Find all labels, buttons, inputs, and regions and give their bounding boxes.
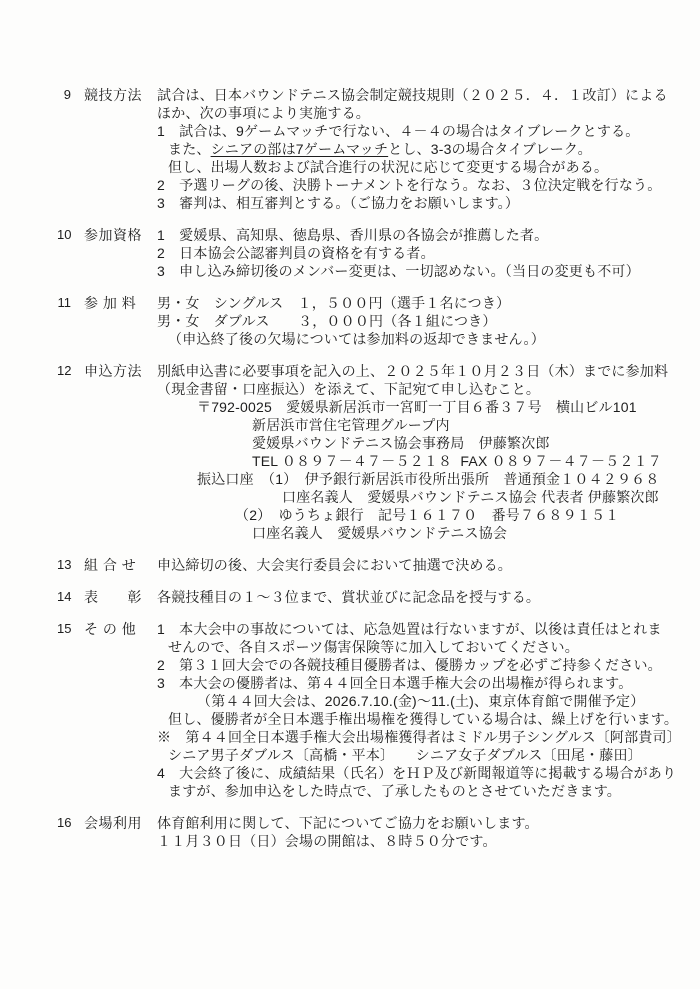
text-run: また、	[168, 141, 211, 157]
section-11	[57, 294, 672, 348]
text-line	[168, 638, 672, 656]
section-title: そ の 他	[84, 621, 137, 637]
text-line	[157, 764, 677, 782]
text-line	[157, 312, 672, 330]
section-number: 10	[57, 227, 72, 242]
text-run: 各競技種目の１～３位まで、賞状並びに記念品を授与する。	[157, 589, 541, 605]
text-run: 3 本大会の優勝者は、第４４回全日本選手権大会の出場権が得られます。	[157, 675, 633, 691]
text-line	[235, 506, 672, 524]
section-15	[57, 620, 681, 800]
section-label	[57, 294, 157, 312]
text-line	[168, 140, 672, 158]
text-run: 4 大会終了後に、成績結果（氏名）をＨＰ及び新聞報道等に掲載する場合があり	[157, 765, 677, 781]
text-run: （第４４回大会は、2026.7.10.(金)～11.(土)、東京体育館で開催予定）	[197, 693, 645, 709]
text-line	[157, 244, 672, 262]
section-body	[157, 362, 672, 542]
section-title: 申込方法	[84, 363, 142, 379]
section-title: 表 彰	[84, 589, 142, 605]
text-run: 1 愛媛県、高知県、徳島県、香川県の各協会が推薦した者。	[157, 227, 549, 243]
section-number: 15	[57, 621, 72, 636]
section-body	[157, 86, 672, 212]
section-label	[57, 362, 157, 380]
text-line	[157, 104, 672, 122]
text-run: 2 第３１回大会での各競技種目優勝者は、優勝カップを必ずご持参ください。	[157, 657, 662, 673]
section-title: 会場利用	[84, 815, 142, 831]
text-line	[197, 398, 672, 416]
text-line	[168, 746, 672, 764]
text-run: TEL ０８９７－４７－５２１８ FAX ０８９７－４７－５２１７	[252, 453, 662, 469]
text-line	[157, 86, 672, 104]
text-line	[157, 380, 672, 398]
text-run: 1 試合は、9ゲームマッチで行ない、４－４の場合はタイブレークとする。	[157, 123, 640, 139]
text-run: （現金書留・口座振込）を添えて、下記宛て申し込むこと。	[157, 381, 541, 397]
text-run: 愛媛県バウンドテニス協会事務局 伊藤繁次郎	[252, 435, 550, 451]
text-run: 1 本大会中の事故については、応急処置は行ないますが、以後は責任はとれま	[157, 621, 662, 637]
section-12	[57, 362, 672, 542]
text-line	[157, 176, 672, 194]
text-run: 口座名義人 愛媛県バウンドテニス協会 代表者 伊藤繁次郎	[282, 489, 659, 505]
text-run: 〒792-0025 愛媛県新居浜市一宮町一丁目６番３７号 横山ビル101	[197, 399, 637, 415]
section-number: 14	[57, 589, 72, 604]
text-run: ほか、次の事項により実施する。	[157, 105, 370, 121]
text-run: ますが、参加申込をした時点で、了承したものとさせていただきます。	[168, 783, 621, 799]
text-line	[157, 122, 672, 140]
text-run: （2） ゆうちょ銀行 記号１６１７０ 番号７６８９１５１	[235, 507, 620, 523]
text-run: 2 日本協会公認審判員の資格を有する者。	[157, 245, 435, 261]
section-number: 13	[57, 557, 72, 572]
section-title: 競技方法	[84, 87, 142, 103]
text-run: せんので、各自スポーツ傷害保険等に加入しておいてください。	[168, 639, 579, 655]
text-run: １１月３０日（日）会場の開館は、８時５０分です。	[157, 833, 497, 849]
text-run: シニア男子ダブルス〔高橋・平本〕 シニア女子ダブルス〔田尾・藤田〕	[168, 747, 642, 763]
text-line	[168, 782, 672, 800]
underlined-text: シニアの部は7ゲームマッチ	[210, 141, 389, 157]
section-label	[57, 620, 157, 638]
section-label	[57, 226, 157, 244]
text-line	[157, 620, 672, 638]
text-run: 但し、優勝者が全日本選手権出場権を獲得している場合は、繰上げを行います。	[168, 711, 679, 727]
text-run: 振込口座 （1） 伊予銀行新居浜市役所出張所 普通預金１０４２９６８	[197, 471, 660, 487]
section-body	[157, 294, 672, 348]
section-16	[57, 814, 672, 850]
section-body	[157, 226, 672, 280]
text-line	[252, 524, 672, 542]
section-title: 組 合 せ	[84, 557, 137, 573]
section-label	[57, 86, 157, 104]
text-line	[157, 728, 681, 746]
text-run: 男・女 ダブルス ３，０００円（各１組につき）	[157, 313, 497, 329]
section-10	[57, 226, 672, 280]
text-line	[157, 656, 672, 674]
text-run: （申込終了後の欠場については参加料の返却できません。）	[168, 331, 545, 347]
text-line	[168, 330, 672, 348]
text-run: 体育館利用に関して、下記についてご協力をお願いします。	[157, 815, 539, 831]
text-run: 但し、出場人数および試合進行の状況に応じて変更する場合がある。	[168, 159, 609, 175]
text-run: 新居浜市営住宅管理グループ内	[252, 417, 450, 433]
text-run: 2 予選リーグの後、決勝トーナメントを行なう。なお、３位決定戦を行なう。	[157, 177, 662, 193]
text-line	[157, 588, 672, 606]
document-body	[57, 86, 681, 850]
section-number: 16	[57, 815, 72, 830]
section-13	[57, 556, 672, 574]
text-line	[157, 362, 672, 380]
text-line	[157, 832, 672, 850]
section-label	[57, 814, 157, 832]
text-line	[252, 416, 672, 434]
text-run: 口座名義人 愛媛県バウンドテニス協会	[252, 525, 508, 541]
text-run: 申込締切の後、大会実行委員会において抽選で決める。	[157, 557, 512, 573]
section-title: 参加資格	[84, 227, 142, 243]
section-9	[57, 86, 672, 212]
text-line	[157, 556, 672, 574]
text-run: ※ 第４４回全日本選手権大会出場権獲得者はミドル男子シングルス〔阿部貴司〕	[157, 729, 681, 745]
section-body	[157, 814, 672, 850]
section-title: 参 加 料	[84, 295, 137, 311]
text-run: 3 申し込み締切後のメンバー変更は、一切認めない。（当日の変更も不可）	[157, 263, 640, 279]
text-run: 男・女 シングルス １，５００円（選手１名につき）	[157, 295, 511, 311]
section-body	[157, 620, 681, 800]
text-line	[197, 470, 672, 488]
text-line	[252, 452, 672, 470]
section-label	[57, 588, 157, 606]
section-label	[57, 556, 157, 574]
text-line	[168, 158, 672, 176]
section-number: 12	[57, 363, 72, 378]
text-line	[157, 674, 672, 692]
text-line	[197, 692, 672, 710]
section-14	[57, 588, 672, 606]
text-line	[282, 488, 672, 506]
text-run: 試合は、日本バウンドテニス協会制定競技規則（２０２５．４．１改訂）による	[157, 87, 668, 103]
section-number: 11	[57, 295, 71, 310]
section-body	[157, 556, 672, 574]
text-line	[157, 194, 672, 212]
section-body	[157, 588, 672, 606]
text-line	[252, 434, 672, 452]
text-line	[168, 710, 679, 728]
text-line	[157, 262, 672, 280]
section-number: 9	[63, 87, 71, 102]
text-run: とし、3-3の場合タイブレーク。	[388, 141, 592, 157]
text-line	[157, 226, 672, 244]
text-run: 別紙申込書に必要事項を記入の上、２０２５年１０月２３日（木）までに参加料	[157, 363, 669, 379]
text-line	[157, 294, 672, 312]
text-line	[157, 814, 672, 832]
text-run: 3 審判は、相互審判とする。（ご協力をお願いします。）	[157, 195, 520, 211]
